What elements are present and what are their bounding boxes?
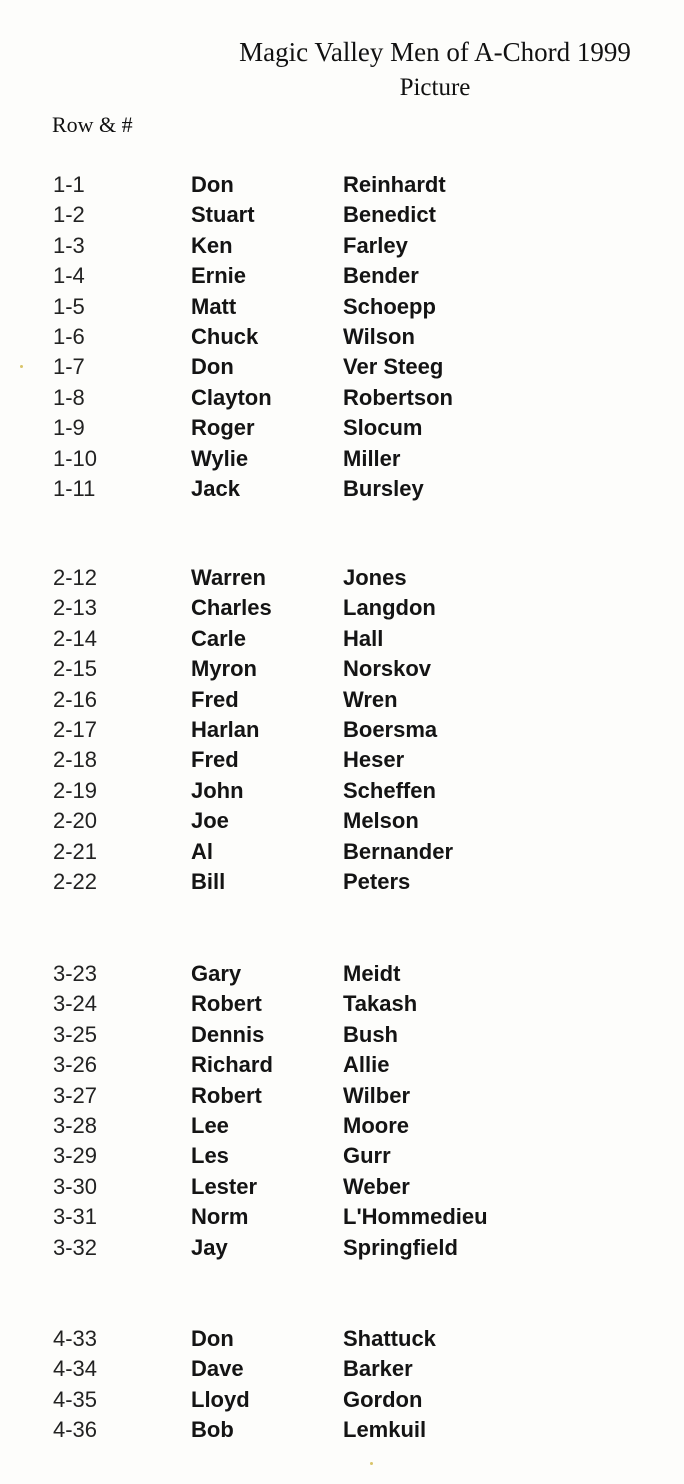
roster-row — [0, 806, 684, 836]
row-number: 2-19 — [53, 777, 98, 803]
first-name: Harlan — [191, 717, 260, 742]
last-name: Shattuck — [343, 1326, 436, 1351]
first-name: Ernie — [191, 263, 247, 289]
row-number: 3-28 — [53, 1113, 98, 1138]
first-name: John — [191, 777, 244, 803]
first-name: Stuart — [191, 202, 255, 228]
roster-row — [0, 1233, 684, 1263]
first-name: Bob — [191, 1417, 234, 1443]
roster-row — [0, 261, 684, 291]
last-name: Jones — [343, 565, 407, 590]
roster-row — [0, 1111, 684, 1141]
row-number: 1-5 — [53, 293, 85, 319]
row-number: 1-3 — [53, 232, 85, 258]
roster-row — [0, 715, 684, 745]
last-name: Barker — [343, 1356, 413, 1382]
last-name: Bender — [343, 263, 419, 289]
last-name: Bernander — [343, 838, 454, 864]
last-name: Wilber — [343, 1082, 411, 1108]
first-name: Don — [191, 172, 234, 197]
row-number: 2-22 — [53, 869, 98, 894]
first-name: Clayton — [191, 384, 272, 410]
row-number: 2-21 — [53, 838, 98, 864]
roster-row — [0, 1020, 684, 1050]
first-name: Dave — [191, 1356, 244, 1382]
first-name: Al — [191, 838, 213, 864]
page-subtitle: Picture — [399, 74, 471, 101]
roster-row — [0, 593, 684, 623]
last-name: Farley — [343, 232, 408, 258]
roster-row — [0, 1202, 684, 1232]
first-name: Richard — [191, 1052, 273, 1078]
first-name: Don — [191, 354, 234, 380]
first-name: Gary — [191, 961, 242, 986]
row-number: 3-29 — [53, 1143, 98, 1169]
roster-row — [0, 1415, 684, 1445]
row-number: 1-10 — [53, 445, 98, 471]
roster-row — [0, 1141, 684, 1171]
row-number: 3-24 — [53, 991, 98, 1017]
last-name: Bursley — [343, 476, 424, 501]
row-number: 2-14 — [53, 625, 98, 651]
row-number: 1-1 — [53, 172, 85, 197]
row-number: 3-31 — [53, 1204, 98, 1230]
last-name: L'Hommedieu — [343, 1204, 488, 1230]
roster-row — [0, 563, 684, 593]
page-title: Magic Valley Men of A-Chord 1999 — [239, 37, 631, 67]
row-number: 4-36 — [53, 1417, 98, 1443]
last-name: Takash — [343, 991, 418, 1017]
first-name: Jack — [191, 476, 240, 501]
last-name: Moore — [343, 1113, 409, 1138]
row-number: 2-12 — [53, 565, 98, 590]
row-number: 2-15 — [53, 656, 98, 682]
roster-row — [0, 989, 684, 1019]
row-number: 3-23 — [53, 961, 98, 986]
first-name: Ken — [191, 232, 233, 258]
row-number: 4-33 — [53, 1326, 98, 1351]
first-name: Jay — [191, 1234, 228, 1260]
row-number: 2-18 — [53, 747, 98, 773]
first-name: Don — [191, 1326, 234, 1351]
last-name: Slocum — [343, 415, 423, 441]
first-name: Bill — [191, 869, 226, 894]
first-name: Chuck — [191, 324, 259, 349]
last-name: Gurr — [343, 1143, 391, 1169]
row-number: 3-30 — [53, 1173, 98, 1199]
row-number: 3-32 — [53, 1234, 98, 1260]
first-name: Robert — [191, 991, 262, 1017]
roster-row — [0, 654, 684, 684]
row-number: 1-4 — [53, 263, 85, 289]
row-number: 4-34 — [53, 1356, 98, 1382]
first-name: Norm — [191, 1204, 249, 1230]
row-number: 1-6 — [53, 324, 85, 349]
last-name: Langdon — [343, 595, 436, 621]
last-name: Miller — [343, 445, 401, 471]
row-number: 3-25 — [53, 1021, 98, 1047]
first-name: Wylie — [191, 445, 249, 471]
last-name: Gordon — [343, 1386, 423, 1412]
last-name: Benedict — [343, 202, 436, 228]
first-name: Warren — [191, 565, 266, 590]
last-name: Robertson — [343, 384, 453, 410]
last-name: Wren — [343, 686, 398, 712]
paper-speck — [370, 1462, 373, 1465]
roster-row — [0, 776, 684, 806]
row-number: 1-11 — [53, 476, 96, 501]
last-name: Heser — [343, 747, 405, 773]
row-number: 4-35 — [53, 1386, 98, 1412]
roster-row — [0, 352, 684, 382]
roster-row — [0, 959, 684, 989]
row-number: 3-26 — [53, 1052, 98, 1078]
roster-row — [0, 685, 684, 715]
row-number: 1-2 — [53, 202, 85, 228]
last-name: Weber — [343, 1173, 410, 1199]
last-name: Hall — [343, 625, 384, 651]
last-name: Boersma — [343, 717, 438, 742]
last-name: Springfield — [343, 1234, 458, 1260]
roster-row — [0, 383, 684, 413]
roster-row — [0, 170, 684, 200]
roster-row — [0, 867, 684, 897]
row-number: 1-7 — [53, 354, 85, 380]
last-name: Ver Steeg — [343, 354, 444, 380]
roster-row — [0, 200, 684, 230]
roster-row — [0, 474, 684, 504]
first-name: Carle — [191, 625, 247, 651]
last-name: Scheffen — [343, 777, 436, 803]
roster-row — [0, 1385, 684, 1415]
first-name: Lee — [191, 1113, 229, 1138]
last-name: Reinhardt — [343, 172, 446, 197]
first-name: Dennis — [191, 1021, 265, 1047]
roster-row — [0, 292, 684, 322]
last-name: Meidt — [343, 961, 401, 986]
row-number: 2-13 — [53, 595, 98, 621]
roster-row — [0, 1050, 684, 1080]
last-name: Melson — [343, 808, 419, 834]
row-number: 1-8 — [53, 384, 85, 410]
first-name: Robert — [191, 1082, 262, 1108]
roster-row — [0, 1172, 684, 1202]
first-name: Joe — [191, 808, 229, 834]
roster-row — [0, 1324, 684, 1354]
roster-row — [0, 624, 684, 654]
last-name: Allie — [343, 1052, 390, 1078]
last-name: Peters — [343, 869, 411, 894]
roster-row — [0, 231, 684, 261]
first-name: Matt — [191, 293, 237, 319]
row-number: 2-20 — [53, 808, 98, 834]
first-name: Charles — [191, 595, 272, 621]
last-name: Lemkuil — [343, 1417, 427, 1443]
row-number: 1-9 — [53, 415, 85, 441]
first-name: Lester — [191, 1173, 258, 1199]
last-name: Norskov — [343, 656, 432, 682]
paper-speck — [20, 365, 23, 368]
first-name: Myron — [191, 656, 257, 682]
last-name: Bush — [343, 1021, 398, 1047]
column-header-row-number: Row & # — [52, 112, 133, 137]
first-name: Les — [191, 1143, 229, 1169]
roster-row — [0, 444, 684, 474]
roster-row — [0, 837, 684, 867]
first-name: Fred — [191, 686, 239, 712]
last-name: Wilson — [343, 324, 415, 349]
roster-row — [0, 1354, 684, 1384]
last-name: Schoepp — [343, 293, 436, 319]
first-name: Fred — [191, 747, 239, 773]
roster-row — [0, 745, 684, 775]
roster-row — [0, 413, 684, 443]
row-number: 3-27 — [53, 1082, 98, 1108]
first-name: Roger — [191, 415, 255, 441]
roster-row — [0, 322, 684, 352]
roster-row — [0, 1081, 684, 1111]
first-name: Lloyd — [191, 1386, 250, 1412]
row-number: 2-17 — [53, 717, 98, 742]
row-number: 2-16 — [53, 686, 98, 712]
